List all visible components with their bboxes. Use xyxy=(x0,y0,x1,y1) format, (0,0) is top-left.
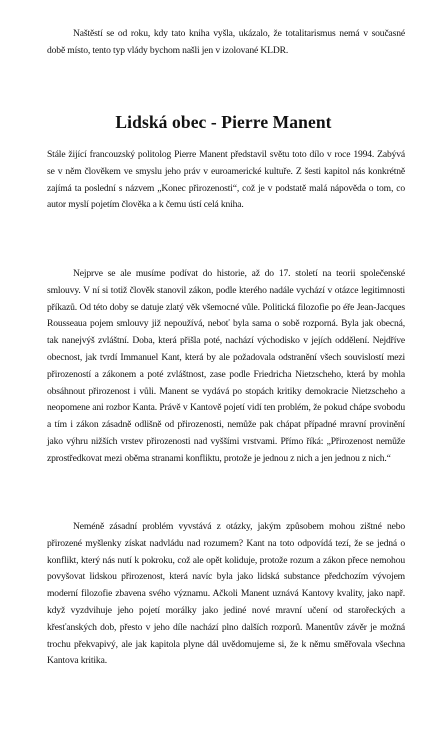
intro-paragraph: Naštěstí se od roku, kdy tato kniha vyšla, ukázalo, že totalitarismus nemá v současné době místo, tento typ vlády bychom našli jen v izolované KLDR. xyxy=(47,28,405,56)
body-paragraph-1: Stále žijící francouzský politolog Pierre Manent představil světu toto dílo v roce 1994. Zabývá se v něm člověkem ve smyslu jeho práv v euroamerické kultuře. Z šesti kapitol nás konkrétně zajímá ta poslední s názvem „Konec přirozenosti“, což je v podstatě malá nápověda o tom, co autor myslí pojetím člověka a k čemu ústí celá kniha. xyxy=(47,149,405,211)
body-paragraph-3: Neméně zásadní problém vyvstává z otázky, jakým způsobem mohou zištné nebo přirozené myšlenky získat nadvládu nad rozumem? Kant na toto odpovídá tezí, že se jedná o konflikt, který nás nutí k pokroku, což ale opět koliduje, protože rozum a zákon přece nemohou povyšovat lidskou přirozenost, která navíc byla jako lidská substance předchozím vývojem moderní filozofie zbavena svého významu. Ačkoli Manent uznává Kantovy kvality, jako např. když vyzdvihuje jeho pojetí morálky jako jediné nové mravní učení od starořeckých a křesťanských dob, přesto v jeho díle nachází plno dalších rozporů. Manentův závěr je možná trochu překvapivý, ale jak kapitola plyne dál uvědomujeme si, že k němu směřovala všechna Kantova kritika. xyxy=(47,521,405,667)
section-heading: Lidská obec - Pierre Manent xyxy=(115,112,332,132)
body-paragraph-2: Nejprve se ale musíme podívat do historie, až do 17. století na teorii společenské smlouvy. V ní si totiž člověk stanovil zákon, podle kterého nadále vychází v otázce legitimnosti příkazů. Od této doby se datuje zlatý věk všemocné vůle. Politická filozofie po éře Jean-Jacques Rousseaua pojem smlouvy již nepoužívá, neboť byla sama o sobě rozporná. Byla jak obecná, tak nanejvýš zvláštní. Doba, která přišla poté, nachází východisko v jejích oddělení. Nejdříve obecnost, jak tvrdí Immanuel Kant, která by ale požadovala odstranění všech souvislostí mezi přirozeností a zákonem a poté zvláštnost, zase podle Friedricha Nietzscheho, která by mohla obsáhnout přirozenost i vůli. Manent se vydává po stopách kritiky demokracie Nietzscheho a neopomene ani rozbor Kanta. Právě v Kantově pojetí vidí ten problém, že pokud chápe svobodu a tím i zákon zásadně odlišně od přirozenosti, nemůže pak chápat případné mravní provinění jako výhru nižších vrstev přirozenosti nad vyššími vrstvami. Přímo říká: „Přirozenost nemůže zprostředkovat mezi oběma stranami konfliktu, protože je jednou z nich a jen jednou z nich.“ xyxy=(47,268,405,464)
